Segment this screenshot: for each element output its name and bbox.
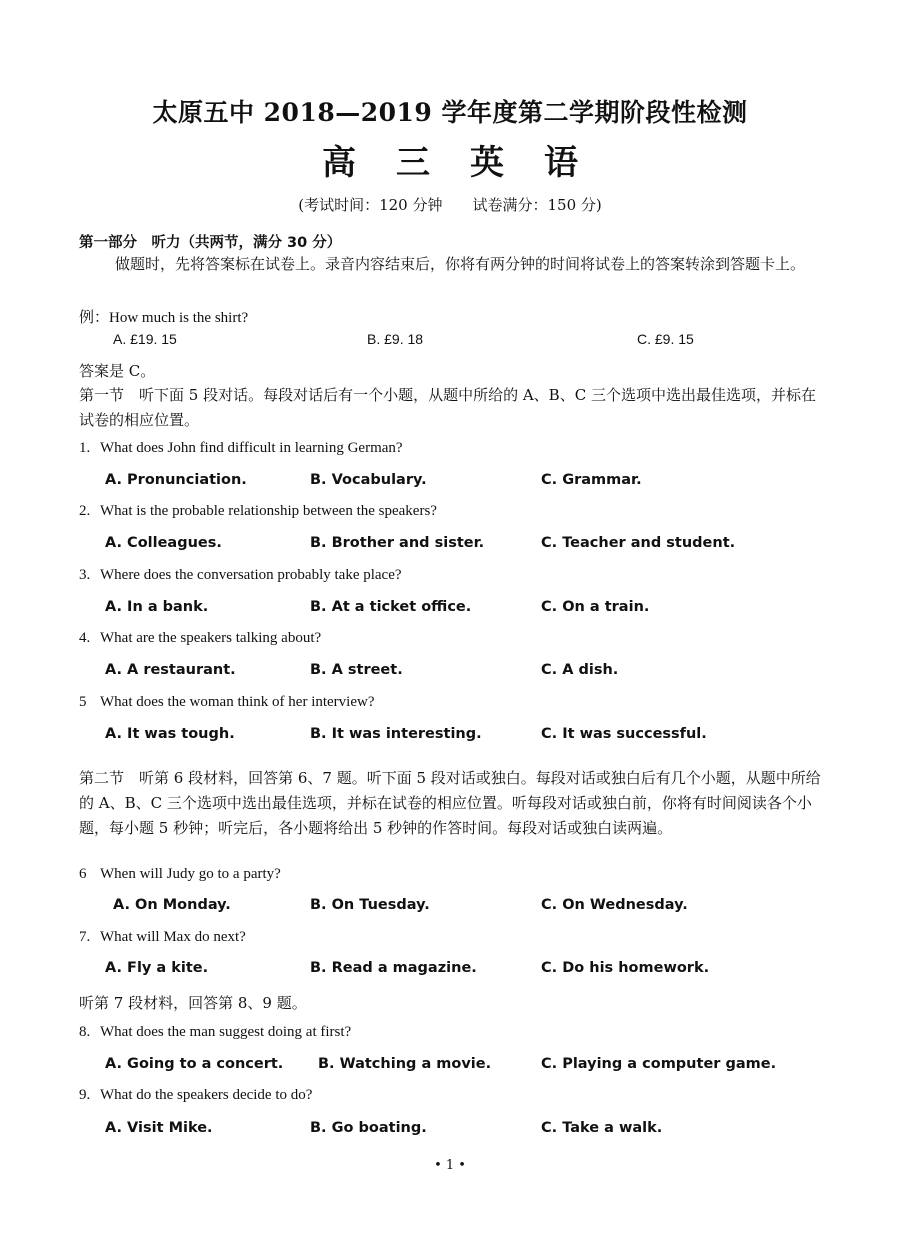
section2-intro: 第二节 听第 6 段材料，回答第 6、7 题。听下面 5 段对话或独白。每段对话或独白后有几个小题，从题中所给的 A、B、C 三个选项中选出最佳选项，并标在试卷的相应位置。听每段对话或独白前，你将有时间阅读各个小题，每小题 5 秒钟；听完后，各小题将给出 5 秒钟的作答时间。每段对话或独白读两遍。 [79,769,821,837]
q2-option-a: A. Colleagues. [105,535,222,551]
q2-option-b: B. Brother and sister. [310,535,485,551]
q7-option-c: C. Do his homework. [541,960,710,976]
question-number: 6 [79,866,87,882]
question-8 [79,1024,351,1041]
q7-option-a: A. Fly a kite. [105,960,209,976]
q8-option-c: C. Playing a computer game. [541,1056,777,1072]
q4-option-a: A. A restaurant. [105,662,236,678]
part1-heading: 第一部分 听力（共两节，满分 30 分） [79,235,342,251]
q2-option-c: C. Teacher and student. [541,535,736,551]
q9-option-c: C. Take a walk. [541,1120,663,1136]
question-number: 2. [79,503,91,519]
example-answer: 答案是 C。 [79,362,156,380]
question-number: 3. [79,567,91,583]
q3-option-c: C. On a train. [541,599,650,615]
subject-char: 语 [544,143,578,183]
question-number: 8. [79,1024,91,1040]
section1-intro: 第一节 听下面 5 段对话。每段对话后有一个小题，从题中所给的 A、B、C 三个选项中选出最佳选项，并标在试卷的相应位置。 [79,386,816,429]
question-text: What is the probable relationship between the speakers? [100,503,437,519]
q3-option-a: A. In a bank. [105,599,209,615]
subject-title [0,135,900,184]
question-4 [79,630,321,647]
example-option-c: C. £9. 15 [637,331,694,347]
q4-option-c: C. A dish. [541,662,619,678]
question-3 [79,567,402,584]
question-number: 5 [79,694,87,710]
q6-option-b: B. On Tuesday. [310,897,430,913]
exam-info: (考试时间：120 分钟 试卷满分：150 分) [298,196,602,214]
material7-label: 听第 7 段材料，回答第 8、9 题。 [79,994,307,1012]
example-option-a: A. £19. 15 [113,331,177,347]
question-text: What does the woman think of her interview? [100,694,375,710]
question-number: 9. [79,1087,91,1103]
part1-instructions: 做题时，先将答案标在试卷上。录音内容结束后，你将有两分钟的时间将试卷上的答案转涂到答题卡上。 [115,255,806,273]
question-text: What will Max do next? [100,929,246,945]
question-5 [79,694,375,711]
q6-option-a: A. On Monday. [113,897,231,913]
q1-option-a: A. Pronunciation. [105,472,247,488]
question-9 [79,1087,312,1104]
q5-option-c: C. It was successful. [541,726,707,742]
q8-option-b: B. Watching a movie. [318,1056,492,1072]
question-number: 4. [79,630,91,646]
q5-option-a: A. It was tough. [105,726,235,742]
question-number: 1. [79,440,91,456]
subject-char: 三 [396,143,430,183]
question-2 [79,503,437,520]
subject-char: 高 [322,143,356,183]
q1-option-c: C. Grammar. [541,472,642,488]
q6-option-c: C. On Wednesday. [541,897,688,913]
q4-option-b: B. A street. [310,662,403,678]
q1-option-b: B. Vocabulary. [310,472,427,488]
question-6 [79,866,281,883]
exam-title: 太原五中 2018—2019 学年度第二学期阶段性检测 [152,98,748,127]
question-1 [79,440,403,457]
q8-option-a: A. Going to a concert. [105,1056,284,1072]
question-text: Where does the conversation probably take place? [100,567,402,583]
subject-char: 英 [470,143,504,183]
q5-option-b: B. It was interesting. [310,726,482,742]
page-number: • 1 • [434,1158,466,1173]
question-text: What does the man suggest doing at first? [100,1024,352,1040]
question-number: 7. [79,929,91,945]
question-text: What does John find difficult in learning German? [100,440,403,456]
q7-option-b: B. Read a magazine. [310,960,477,976]
question-7 [79,929,246,946]
question-text: When will Judy go to a party? [100,866,281,882]
example-option-b: B. £9. 18 [367,331,424,347]
question-text: What do the speakers decide to do? [100,1087,313,1103]
question-text: What are the speakers talking about? [100,630,322,646]
q9-option-a: A. Visit Mike. [105,1120,213,1136]
q9-option-b: B. Go boating. [310,1120,427,1136]
example-question: 例：How much is the shirt? [79,310,249,326]
q3-option-b: B. At a ticket office. [310,599,472,615]
